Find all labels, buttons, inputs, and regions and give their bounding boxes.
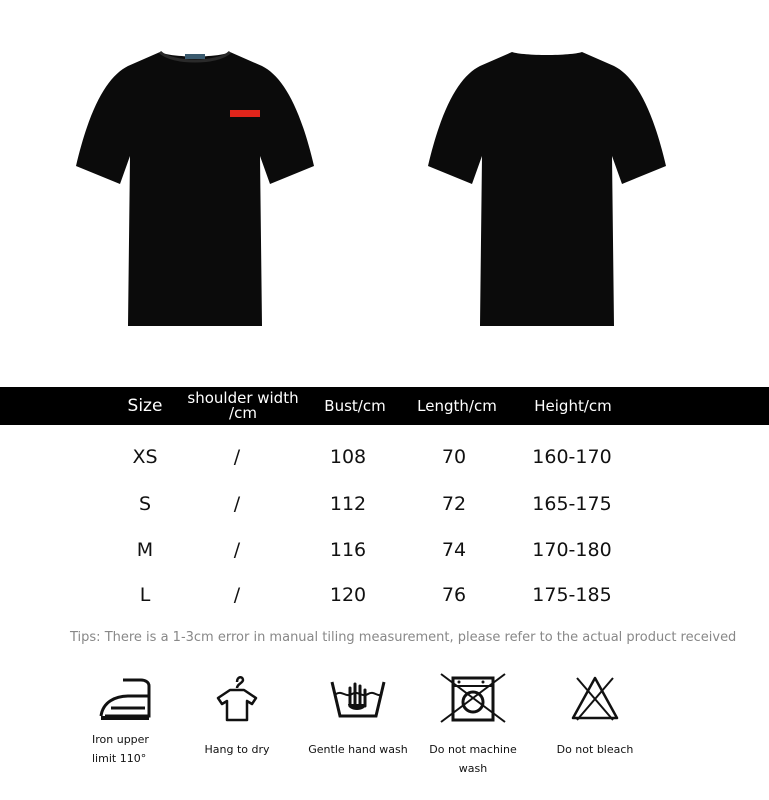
cell-size: L — [139, 584, 151, 606]
tshirt-front-image — [72, 46, 318, 330]
cell-size: M — [136, 539, 154, 561]
cell-height: 170-180 — [532, 539, 612, 561]
cell-bust: 108 — [329, 446, 367, 468]
header-bust: Bust/cm — [324, 396, 386, 415]
cell-height: 160-170 — [532, 446, 612, 468]
no-bleach-icon — [567, 672, 623, 724]
logo-patch — [230, 110, 260, 117]
tshirt-back-image — [424, 46, 670, 330]
care-item-no-machine-wash — [414, 672, 532, 778]
cell-shoulder: / — [233, 584, 241, 606]
cell-length: 72 — [441, 493, 467, 515]
cell-length: 74 — [441, 539, 467, 561]
hang-dry-icon — [212, 672, 262, 724]
header-length: Length/cm — [417, 396, 497, 415]
no-machine-wash-icon — [439, 672, 507, 724]
cell-height: 175-185 — [532, 584, 612, 606]
care-label: Hang to dry — [204, 743, 270, 756]
table-row — [0, 575, 769, 615]
cell-shoulder: / — [233, 446, 241, 468]
table-row — [0, 530, 769, 570]
measurement-tips: Tips: There is a 1-3cm error in manual tiling measurement, please refer to the actual product received — [70, 630, 737, 645]
table-row — [0, 437, 769, 477]
iron-icon — [95, 672, 159, 724]
table-row — [0, 484, 769, 524]
header-shoulder: shoulder width /cm — [187, 389, 299, 422]
care-label: Do not machine wash — [429, 743, 517, 775]
cell-size: XS — [132, 446, 158, 468]
size-table-header — [0, 387, 769, 425]
care-item-iron — [68, 672, 186, 768]
cell-shoulder: / — [233, 539, 241, 561]
cell-bust: 116 — [329, 539, 367, 561]
header-size: Size — [127, 395, 163, 416]
cell-size: S — [138, 493, 152, 515]
cell-length: 76 — [441, 584, 467, 606]
cell-length: 70 — [441, 446, 467, 468]
care-label: Gentle hand wash — [308, 743, 408, 756]
care-label: Do not bleach — [556, 743, 634, 756]
hand-wash-icon — [328, 672, 388, 724]
cell-bust: 120 — [329, 584, 367, 606]
care-item-hang-dry — [178, 672, 296, 759]
care-item-no-bleach — [536, 672, 654, 759]
care-item-hand-wash — [299, 672, 417, 759]
cell-shoulder: / — [233, 493, 241, 515]
cell-height: 165-175 — [532, 493, 612, 515]
care-label: Iron upper limit 110° — [92, 733, 149, 765]
cell-bust: 112 — [329, 493, 367, 515]
header-height: Height/cm — [534, 396, 612, 415]
